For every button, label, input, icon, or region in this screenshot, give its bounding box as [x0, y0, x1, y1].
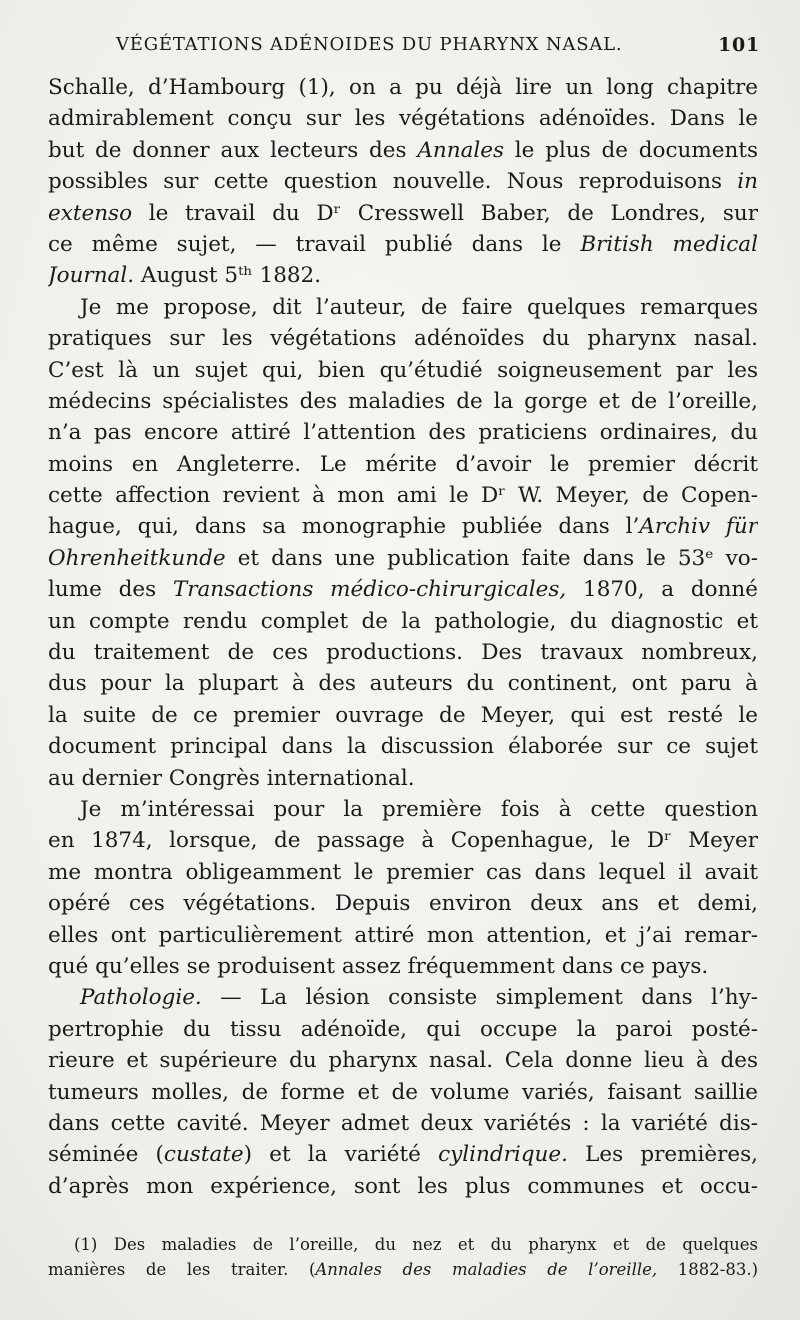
text-run: lume des: [48, 577, 173, 603]
text-run: opéré ces végétations. Depuis environ deux ans et demi,: [48, 891, 758, 917]
text-run: possibles sur cette question nouvelle. Nous reproduisons: [48, 169, 738, 195]
body-line: [48, 668, 758, 699]
text-run: dus pour la plupart à des auteurs du continent, ont paru à: [48, 671, 758, 697]
text-run: August 5ᵗʰ 1882.: [134, 263, 322, 289]
body-line: [48, 198, 758, 229]
body-line: [48, 229, 758, 260]
body-line: [48, 857, 758, 888]
text-run: médecins spécialistes des maladies de la gorge et de l’oreille,: [48, 388, 758, 414]
body-line: [48, 449, 758, 480]
body-line: [48, 72, 758, 103]
text-run: moins en Angleterre. Le mérite d’avoir le premier décrit: [48, 451, 758, 477]
text-run: n’a pas encore attiré l’attention des praticiens ordinaires, du: [48, 420, 758, 446]
body-line: [48, 731, 758, 762]
text-run: cette affection revient à mon ami le Dʳ W. Meyer, de Copen-: [48, 483, 758, 509]
text-run: pertrophie du tissu adénoïde, qui occupe la paroi posté-: [48, 1016, 758, 1042]
italic-text: Ohrenheitkunde: [48, 545, 226, 571]
italic-text: in: [737, 169, 758, 195]
body-line: [48, 386, 758, 417]
text-run: Je m’intéressai pour la première fois à cette question: [80, 796, 758, 822]
body-line: [48, 1108, 758, 1139]
text-run: et dans une publication faite dans le 53ᵉ vo-: [225, 545, 758, 571]
body-line: [48, 920, 758, 951]
body-line: [48, 1014, 758, 1045]
body-line: [48, 1045, 758, 1076]
text-run: le travail du Dʳ Cresswell Baber, de Londres, sur: [132, 200, 758, 226]
text-run: (1) Des maladies de l’oreille, du nez et du pharynx et de quelques: [74, 1235, 758, 1254]
body-line: [48, 982, 758, 1013]
body-line: [48, 574, 758, 605]
body-line: [48, 543, 758, 574]
body-line: [48, 606, 758, 637]
text-run: un compte rendu complet de la pathologie, du diagnostic et: [48, 608, 758, 634]
italic-text: Transactions médico-chirurgicales,: [172, 577, 567, 603]
text-run: ) et la variété: [243, 1142, 439, 1168]
text-run: 1882-83.): [657, 1260, 758, 1279]
body-line: [48, 323, 758, 354]
text-run: au dernier Congrès international.: [48, 765, 415, 791]
italic-text: Journal.: [48, 263, 135, 289]
footnotes: [48, 1232, 758, 1282]
text-run: séminée (: [48, 1142, 164, 1168]
body-text: [48, 72, 758, 1202]
italic-text: custate: [163, 1142, 244, 1168]
text-run: hague, qui, dans sa monographie publiée dans l’: [48, 514, 640, 540]
text-run: manières de les traiter. (: [48, 1260, 316, 1279]
body-line: [48, 888, 758, 919]
text-run: admirablement conçu sur les végétations adénoïdes. Dans le: [48, 106, 758, 132]
body-line: [48, 951, 758, 982]
italic-text: Pathologie.: [80, 985, 202, 1011]
text-run: rieure et supérieure du pharynx nasal. Cela donne lieu à des: [48, 1048, 758, 1074]
text-run: but de donner aux lecteurs des: [48, 137, 418, 163]
text-run: C’est là un sujet qui, bien qu’étudié soigneusement par les: [48, 357, 758, 383]
text-run: du traitement de ces productions. Des travaux nombreux,: [48, 640, 758, 666]
body-line: [48, 825, 758, 856]
body-line: [48, 1171, 758, 1202]
body-line: [48, 1077, 758, 1108]
body-line: [48, 480, 758, 511]
text-run: — La lésion consiste simplement dans l’hy-: [201, 985, 758, 1011]
italic-text: Annales: [417, 137, 505, 163]
body-line: [48, 292, 758, 323]
body-line: [48, 637, 758, 668]
text-run: Je me propose, dit l’auteur, de faire quelques remarques: [80, 294, 758, 320]
body-line: [48, 103, 758, 134]
italic-text: Archiv für: [639, 514, 758, 540]
text-run: pratiques sur les végétations adénoïdes du pharynx nasal.: [48, 326, 758, 352]
text-run: tumeurs molles, de forme et de volume variés, faisant saillie: [48, 1079, 758, 1105]
text-run: la suite de ce premier ouvrage de Meyer, qui est resté le: [48, 702, 758, 728]
body-line: [48, 763, 758, 794]
body-line: [48, 166, 758, 197]
body-line: [48, 135, 758, 166]
running-title: VÉGÉTATIONS ADÉNOIDES DU PHARYNX NASAL.: [116, 34, 623, 55]
text-run: me montra obligeamment le premier cas dans lequel il avait: [48, 859, 758, 885]
text-run: dans cette cavité. Meyer admet deux variétés : la variété dis-: [48, 1110, 758, 1136]
footnote-line: [48, 1232, 758, 1257]
text-run: ce même sujet, — travail publié dans le: [48, 231, 581, 257]
body-line: [48, 1139, 758, 1170]
body-line: [48, 700, 758, 731]
text-run: Les premières,: [567, 1142, 758, 1168]
body-line: [48, 355, 758, 386]
italic-text: cylindrique.: [438, 1142, 568, 1168]
body-line: [48, 417, 758, 448]
text-run: elles ont particulièrement attiré mon attention, et j’ai remar-: [48, 922, 758, 948]
italic-text: extenso: [48, 200, 133, 226]
text-run: document principal dans la discussion élaborée sur ce sujet: [48, 734, 758, 760]
italic-text: British medical: [580, 231, 758, 257]
footnote-line: [48, 1257, 758, 1282]
italic-text: Annales des maladies de l’oreille,: [315, 1260, 658, 1279]
text-run: 1870, a donné: [566, 577, 758, 603]
text-run: qué qu’elles se produisent assez fréquemment dans ce pays.: [48, 953, 709, 979]
text-run: le plus de documents: [504, 137, 758, 163]
running-head: [116, 34, 760, 55]
text-run: d’après mon expérience, sont les plus communes et occu-: [48, 1173, 758, 1199]
text-run: Schalle, d’Hambourg (1), on a pu déjà lire un long chapitre: [48, 75, 758, 100]
text-run: en 1874, lorsque, de passage à Copenhague, le Dʳ Meyer: [48, 828, 758, 854]
page-number: 101: [717, 34, 760, 56]
body-line: [48, 511, 758, 542]
body-line: [48, 260, 758, 291]
body-line: [48, 794, 758, 825]
